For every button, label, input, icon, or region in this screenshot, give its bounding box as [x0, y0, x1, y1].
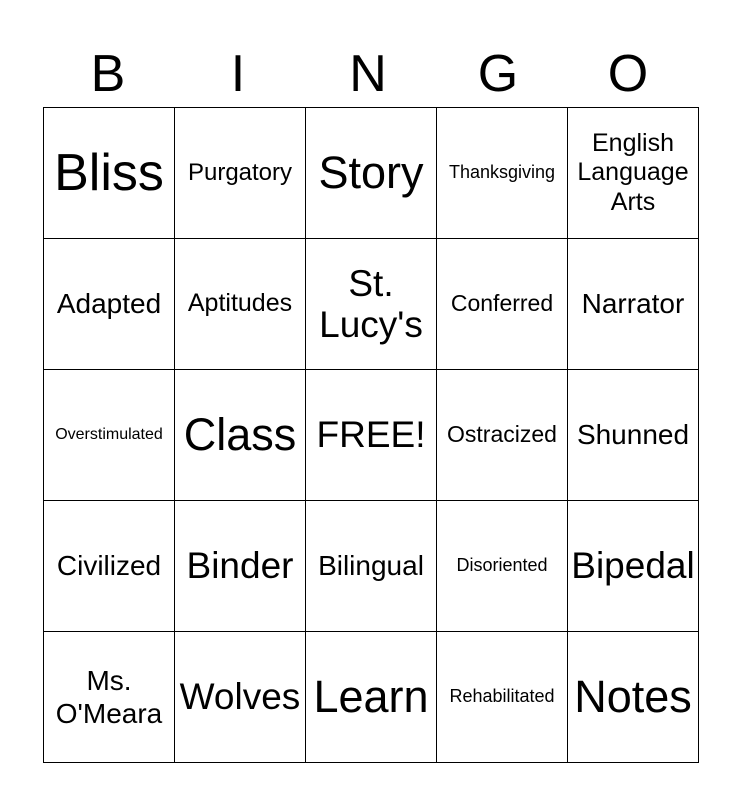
cell-label: Conferred: [450, 290, 554, 317]
cell-label: English Language Arts: [577, 128, 689, 216]
header-letter-i: I: [230, 45, 246, 103]
bingo-cell[interactable]: [437, 370, 568, 501]
bingo-cell[interactable]: [175, 108, 306, 239]
cell-label: FREE!: [316, 414, 426, 456]
cell-label: Aptitudes: [187, 289, 293, 318]
bingo-header: [43, 44, 693, 104]
bingo-cell[interactable]: [568, 370, 699, 501]
bingo-cell[interactable]: [306, 370, 437, 501]
header-letter-g: G: [477, 45, 519, 103]
bingo-cell[interactable]: [44, 370, 175, 501]
header-letter-b: B: [90, 45, 126, 103]
bingo-board: [43, 107, 699, 763]
cell-label: Wolves: [179, 676, 301, 718]
bingo-cell[interactable]: [437, 632, 568, 763]
board-row: [44, 370, 699, 501]
cell-label: Notes: [574, 671, 692, 723]
cell-label: Rehabilitated: [449, 686, 555, 707]
bingo-cell[interactable]: [306, 632, 437, 763]
bingo-cell[interactable]: [175, 501, 306, 632]
board-row: [44, 108, 699, 239]
bingo-cell[interactable]: [568, 632, 699, 763]
header-letter-n: N: [349, 45, 387, 103]
bingo-cell[interactable]: [175, 370, 306, 501]
cell-label: Ms. O'Meara: [55, 664, 163, 729]
bingo-cell[interactable]: [306, 501, 437, 632]
cell-label: Overstimulated: [55, 425, 163, 443]
header-letter-o: O: [607, 45, 649, 103]
cell-label: Ostracized: [447, 421, 557, 448]
cell-label: Narrator: [581, 288, 685, 320]
board-row: [44, 239, 699, 370]
cell-label: Adapted: [56, 288, 162, 320]
cell-label: Class: [183, 409, 297, 461]
bingo-cell[interactable]: [306, 108, 437, 239]
cell-label: Purgatory: [187, 158, 293, 186]
cell-label: Shunned: [576, 419, 690, 451]
bingo-cell[interactable]: [44, 239, 175, 370]
board-row: [44, 632, 699, 763]
bingo-cell[interactable]: [44, 632, 175, 763]
cell-label: Bilingual: [318, 550, 424, 582]
bingo-cell[interactable]: [437, 239, 568, 370]
cell-label: Civilized: [56, 550, 162, 582]
bingo-cell[interactable]: [175, 632, 306, 763]
bingo-cell[interactable]: [175, 239, 306, 370]
bingo-cell[interactable]: [568, 108, 699, 239]
cell-label: Thanksgiving: [448, 162, 556, 183]
bingo-cell[interactable]: [44, 108, 175, 239]
cell-label: Binder: [186, 545, 294, 587]
cell-label: Bliss: [54, 143, 164, 202]
cell-label: St. Lucy's: [319, 262, 423, 345]
bingo-cell[interactable]: [568, 501, 699, 632]
cell-label: Disoriented: [456, 555, 548, 576]
bingo-cell[interactable]: [44, 501, 175, 632]
bingo-cell[interactable]: [437, 501, 568, 632]
board-row: [44, 501, 699, 632]
bingo-cell[interactable]: [437, 108, 568, 239]
cell-label: Bipedal: [571, 545, 695, 587]
bingo-cell[interactable]: [568, 239, 699, 370]
bingo-cell[interactable]: [306, 239, 437, 370]
cell-label: Story: [318, 147, 424, 199]
cell-label: Learn: [313, 671, 429, 723]
